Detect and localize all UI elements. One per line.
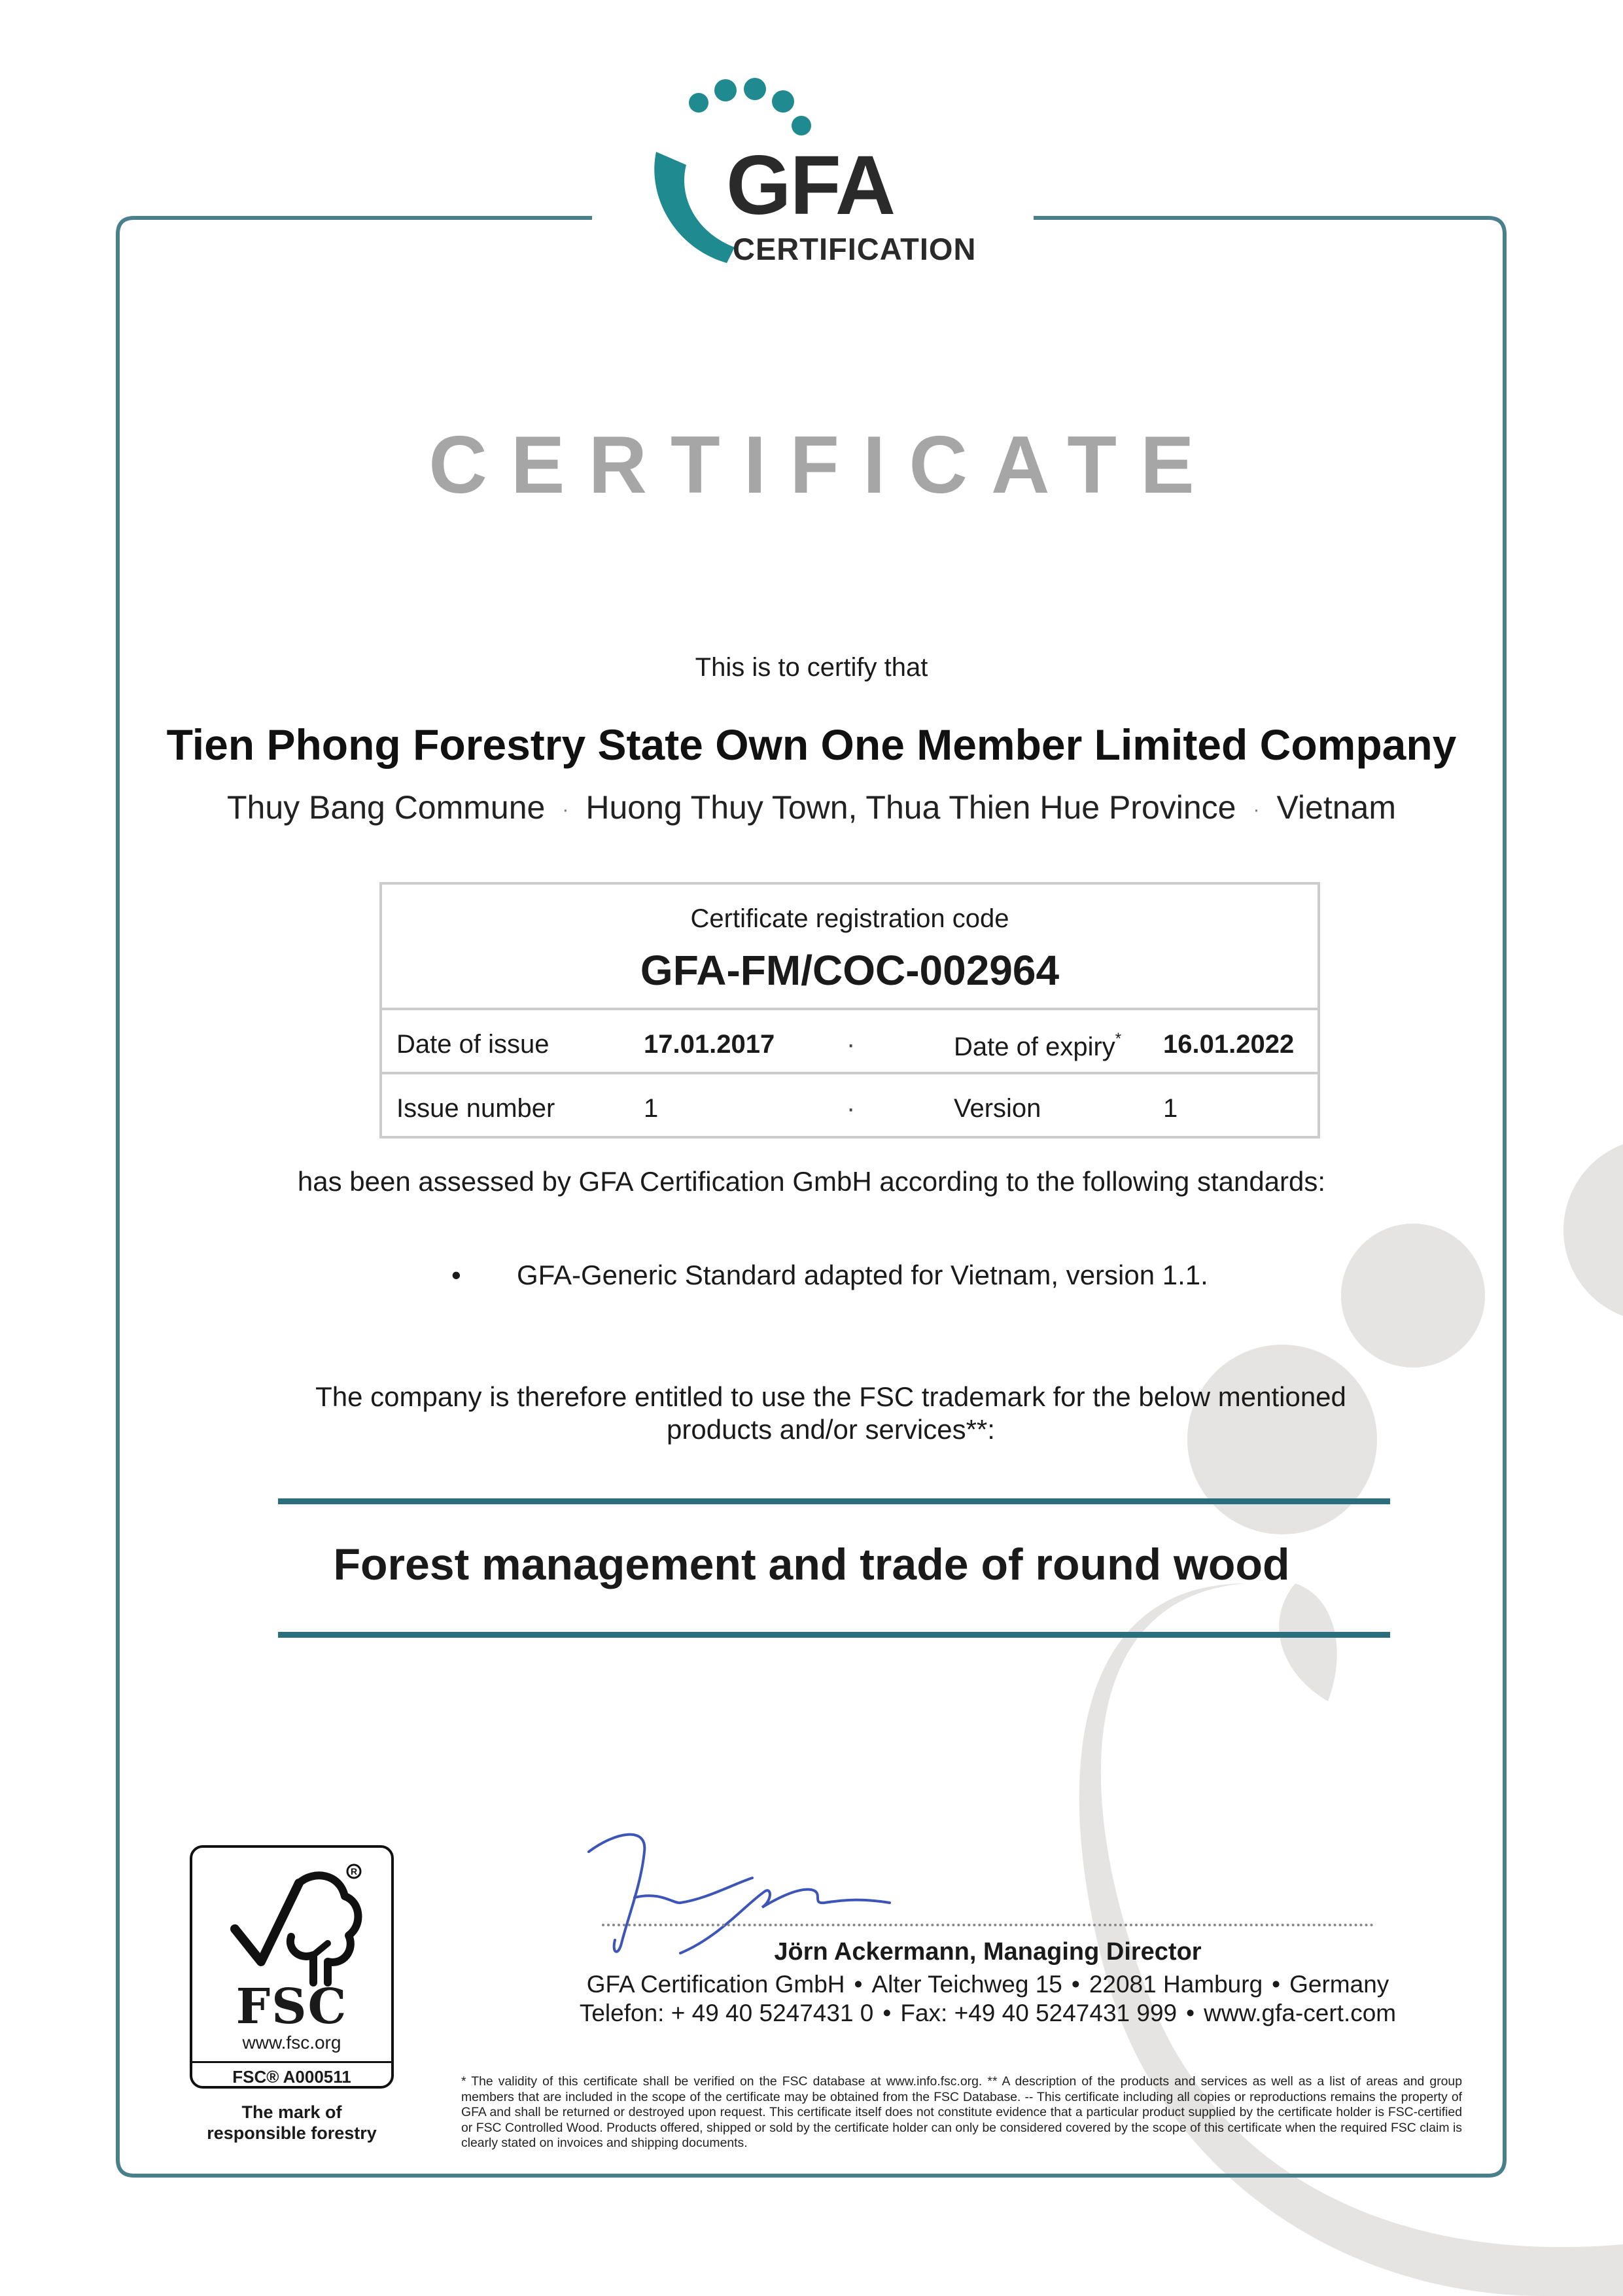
date-of-issue-label: Date of issue bbox=[396, 1030, 550, 1059]
contact-separator: • bbox=[1272, 1971, 1281, 1998]
address-commune: Thuy Bang Commune bbox=[226, 789, 546, 826]
row-separator: · bbox=[846, 1030, 856, 1059]
website: www.gfa-cert.com bbox=[1204, 2000, 1397, 2026]
registration-code: GFA-FM/COC-002964 bbox=[640, 947, 1060, 994]
intro-text: This is to certify that bbox=[695, 653, 928, 682]
fsc-tagline-line2: responsible forestry bbox=[207, 2123, 377, 2143]
company-name-footer: GFA Certification GmbH bbox=[586, 1971, 845, 1998]
logo-subtitle-text: CERTIFICATION bbox=[733, 232, 977, 266]
fsc-tree-check-icon bbox=[215, 1857, 372, 1988]
company-name: Tien Phong Forestry State Own One Member Limited Company bbox=[166, 720, 1457, 769]
registration-code-label: Certificate registration code bbox=[690, 904, 1009, 933]
version-label: Version bbox=[954, 1094, 1041, 1123]
company-address bbox=[0, 788, 1623, 826]
signature-image bbox=[576, 1826, 916, 1956]
phone: Telefon: + 49 40 5247431 0 bbox=[579, 2000, 874, 2026]
address-country: Vietnam bbox=[1276, 789, 1397, 826]
issue-number-label: Issue number bbox=[396, 1094, 555, 1123]
entitled-text: The company is therefore entitled to use the FSC trademark for the below mentioned products and/or services**: bbox=[315, 1381, 1346, 1445]
scope-text: Forest management and trade of round wood bbox=[333, 1540, 1290, 1589]
address-town: Huong Thuy Town, Thua Thien Hue Province bbox=[585, 789, 1236, 826]
standard-text: GFA-Generic Standard adapted for Vietnam, version 1.1. bbox=[517, 1260, 1208, 1290]
fsc-url: www.fsc.org bbox=[242, 2032, 341, 2053]
gfa-logo bbox=[638, 72, 1004, 281]
expiry-footnote-mark: * bbox=[1115, 1030, 1122, 1048]
fsc-tagline bbox=[190, 2102, 394, 2144]
contact-separator: • bbox=[1186, 2000, 1195, 2026]
dates-row bbox=[382, 1010, 1318, 1074]
date-of-issue-value: 17.01.2017 bbox=[644, 1030, 775, 1059]
signatory-name: Jörn Ackermann, Managing Director bbox=[774, 1938, 1202, 1966]
scope-rule-bottom bbox=[278, 1632, 1390, 1638]
row-separator: · bbox=[846, 1094, 856, 1123]
address-separator: · bbox=[562, 798, 569, 821]
city: 22081 Hamburg bbox=[1089, 1971, 1263, 1998]
fsc-wordmark: FSC bbox=[236, 1979, 348, 2035]
assessed-text: has been assessed by GFA Certification GmbH according to the following standards: bbox=[297, 1166, 1326, 1197]
issue-number-value: 1 bbox=[644, 1094, 659, 1123]
registration-table bbox=[379, 882, 1320, 1139]
footnote: * The validity of this certificate shall be verified on the FSC database at www.info.fsc.org. ** A description of the products and services as well as a list of areas and group members that are included in the scope of the certificate may be obtained from the FSC Database. -- This certificate including all copies or reproductions remains the property of GFA and shall be returned or destroyed upon request. This certificate itself does not constitute evidence that a particular product supplied by the certificate holder is FSC-certified or FSC Controlled Wood. Products offered, shipped or sold by the certificate holder can only be considered covered by the scope of this certificate when the required FSC claim is clearly stated on invoices and shipping documents. bbox=[461, 2074, 1462, 2150]
fsc-tagline-line1: The mark of bbox=[241, 2102, 342, 2122]
version-value: 1 bbox=[1163, 1094, 1178, 1123]
fax: Fax: +49 40 5247431 999 bbox=[900, 2000, 1178, 2026]
bullet-icon: • bbox=[451, 1260, 461, 1290]
issue-row bbox=[382, 1074, 1318, 1139]
contact-address bbox=[563, 1971, 1413, 1998]
fsc-license-code: FSC® A000511 bbox=[192, 2061, 391, 2087]
svg-text:R: R bbox=[351, 1866, 358, 1877]
contact-separator: • bbox=[1071, 1971, 1080, 1998]
logo-brand-text: GFA bbox=[726, 139, 895, 232]
certificate-title: CERTIFICATE bbox=[428, 420, 1218, 510]
signature-line bbox=[602, 1924, 1374, 1926]
contact-phone bbox=[563, 2000, 1413, 2027]
contact-separator: • bbox=[854, 1971, 863, 1998]
contact-separator: • bbox=[882, 2000, 892, 2026]
address-separator: · bbox=[1253, 798, 1260, 821]
date-of-expiry-label: Date of expiry* bbox=[954, 1030, 1122, 1061]
date-of-expiry-value: 16.01.2022 bbox=[1163, 1030, 1295, 1059]
registration-header bbox=[382, 885, 1318, 1010]
street: Alter Teichweg 15 bbox=[871, 1971, 1062, 1998]
scope-rule-top bbox=[278, 1498, 1390, 1504]
country: Germany bbox=[1289, 1971, 1389, 1998]
fsc-logo bbox=[190, 1845, 394, 2089]
standard-list-item bbox=[451, 1260, 1208, 1291]
